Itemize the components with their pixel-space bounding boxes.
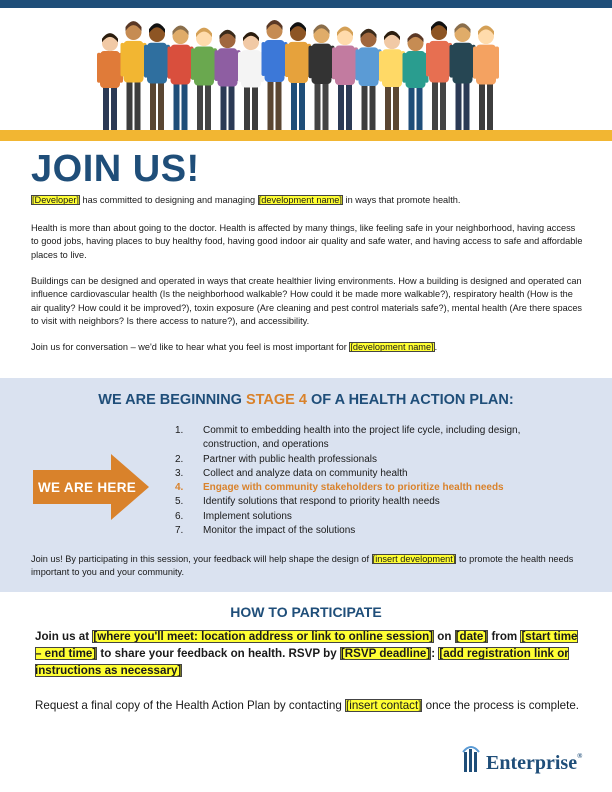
person-figure — [379, 31, 405, 132]
person-figure — [450, 23, 476, 132]
list-item: 5. Identify solutions that respond to priority health needs — [175, 496, 440, 508]
list-item: 1. Commit to embedding health into the project life cycle, including design, construction, and operations — [175, 425, 521, 451]
intro-paragraph-4: Join us for conversation – we'd like to hear what you feel is most important for [development name]. — [31, 342, 438, 352]
person-figure — [426, 21, 452, 132]
person-figure — [97, 33, 123, 132]
rsvp-placeholder: [RSVP deadline] — [340, 647, 431, 660]
intro-paragraph-2: Health is more than about going to the doctor. Health is affected by many things, like feeling safe in your neighborhood, having access to good jobs, having places to buy healthy food, having good indoor air quality and safe water, and having access to safe and affordable places to live. — [31, 223, 583, 260]
registration-placeholder: [add registration link or instructions as necessary] — [35, 647, 569, 677]
intro-paragraph-3: Buildings can be designed and operated in ways that create healthier living environments. How a building is designed and operated can influence cardiovascular health (Is the neighborhood walkable? How could it be made more walkable?), respiratory health (How is the air quality? How could it be improved?), toxin exposure (Are cleaning and pest control materials safe?), mental health (Are there spaces to visit with neighbors? Is there access to nature?), and accessibility. — [31, 276, 583, 327]
request-copy-text: Request a final copy of the Health Action Plan by contacting [insert contact] once the process is complete. — [35, 699, 580, 712]
contact-placeholder: [insert contact] — [346, 699, 422, 712]
session-details: Join us at [where you'll meet: location address or link to online session] on [date] from [start time – end time] to share your feedback on health. RSVP by [RSVP deadline]: [add registration link or instructions as necessary] — [35, 630, 578, 677]
gold-divider-bar — [0, 130, 612, 141]
person-figure — [144, 23, 170, 132]
top-color-bar — [0, 0, 612, 8]
we-are-here-label: WE ARE HERE — [38, 480, 137, 495]
page-title: JOIN US! — [31, 148, 200, 190]
enterprise-logo-text: Enterprise® — [486, 752, 583, 774]
developer-placeholder: [Developer] — [32, 195, 79, 205]
participation-note: Join us! By participating in this session, your feedback will help shape the design of [insert development] to promote the health needs important to you and your community. — [31, 554, 574, 578]
person-figure — [121, 21, 147, 132]
person-figure — [168, 25, 194, 132]
time-placeholder: [start time – end time] — [35, 630, 578, 660]
person-figure — [262, 20, 288, 132]
list-item: 6. Implement solutions — [175, 510, 292, 522]
person-figure — [309, 24, 335, 132]
list-item: 7. Monitor the impact of the solutions — [175, 525, 356, 537]
list-item: 3. Collect and analyze data on community health — [175, 467, 408, 479]
person-figure — [215, 30, 241, 132]
person-figure — [356, 29, 382, 132]
intro-paragraph-1: [Developer] has committed to designing and managing [development name] in ways that promote health. — [32, 195, 461, 205]
stage-number: STAGE 4 — [245, 392, 307, 408]
development-placeholder: [development name] — [258, 195, 342, 205]
person-figure — [238, 32, 264, 132]
list-item: 2. Partner with public health professionals — [175, 453, 377, 465]
people-illustration — [0, 8, 612, 132]
stage-heading: WE ARE BEGINNING STAGE 4 OF A HEALTH ACTION PLAN: — [98, 392, 514, 408]
current-step-item: 4. Engage with community stakeholders to prioritize health needs — [175, 482, 504, 494]
person-figure — [403, 33, 429, 132]
development-placeholder: [development name] — [350, 342, 434, 352]
person-figure — [191, 28, 217, 132]
how-to-participate-heading: HOW TO PARTICIPATE — [230, 604, 382, 620]
date-placeholder: [date] — [455, 630, 488, 643]
development-placeholder: [insert development] — [372, 554, 456, 564]
person-figure — [332, 27, 358, 132]
health-action-plan-steps — [175, 424, 555, 538]
person-figure — [473, 25, 499, 132]
location-placeholder: [where you'll meet: location address or link to online session] — [93, 630, 434, 643]
person-figure — [285, 22, 311, 132]
